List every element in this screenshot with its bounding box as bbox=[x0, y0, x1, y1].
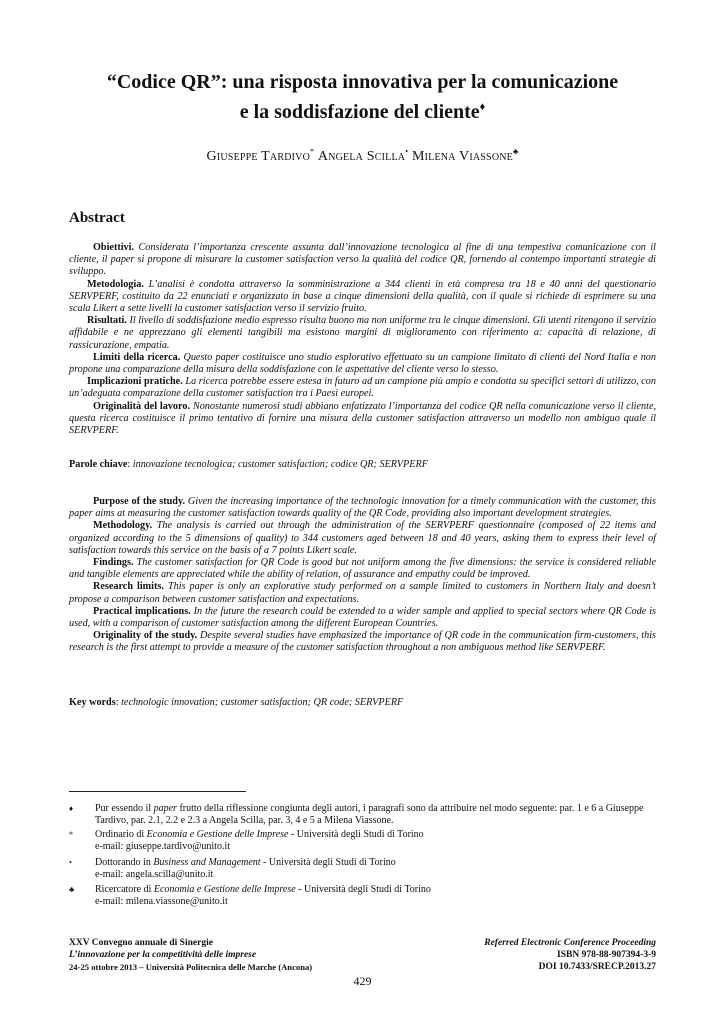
footnote bbox=[69, 857, 659, 882]
abstract-paragraph: Originalità del lavoro. Nonostante numerosi studi abbiano enfatizzato l’importanza del codice QR nella comunicazione verso il cliente, questa ricerca costituisce il primo tentativo di fornire una misura della customer satisfaction attraverso un modello non ambiguo quale il SERVPERF. bbox=[69, 400, 657, 437]
conference-dates: 24-25 ottobre 2013 – Università Politecnica delle Marche (Ancona) bbox=[69, 962, 313, 972]
title-line-2: e la soddisfazione del cliente♦ bbox=[239, 101, 486, 123]
abstract-paragraph: Metodologia. L’analisi è condotta attraverso la somministrazione a 344 clienti in età compresa tra 18 e 40 anni del questionario SERVPERF, costituito da 22 enunciati e organizzato in base a cinque dimensioni della qualità, con il quale si richiede di esprimere su una scala Likert a sette livelli la customer satisfaction verso il servizio fruito. bbox=[69, 278, 657, 315]
abstract-paragraph: Purpose of the study. Given the increasing importance of the technologic innovation for a timely communication with the customer, this paper aims at measuring the customer satisfaction towards quality of the QR Code, providing also important development strategies. bbox=[69, 496, 657, 520]
paper-title bbox=[60, 70, 665, 125]
conference-theme: L’innovazione per la competitività delle imprese bbox=[69, 950, 257, 960]
footnote bbox=[69, 884, 659, 909]
page-number: 429 bbox=[353, 974, 372, 988]
author-name: Giuseppe Tardivo bbox=[206, 149, 310, 164]
abstract-english bbox=[69, 496, 656, 655]
footnote bbox=[69, 829, 659, 854]
author-mark: ♣ bbox=[512, 147, 519, 156]
footnote-text: Ordinario di Economia e Gestione delle Imprese - Università degli Studi di Torino e-mail: giuseppe.tardivo@unito.it bbox=[95, 829, 424, 853]
abstract-paragraph: Findings. The customer satisfaction for QR Code is good but not uniform among the five dimensions: the service is considered reliable and tangible elements are appreciated while the ability of relation, of assurance and empathy could be improved. bbox=[69, 557, 657, 581]
footnote-divider bbox=[69, 791, 246, 792]
author-name: Milena Viassone bbox=[411, 149, 513, 164]
keywords-english: Key words: technologic innovation; customer satisfaction; QR code; SERVPERF bbox=[69, 697, 404, 708]
abstract-paragraph: Implicazioni pratiche. La ricerca potrebbe essere estesa in futuro ad un campione più ampio e condotta su specifici settori di utilizzo, con un’adeguata comparazione della customer satisfaction tra i Paesi europei. bbox=[69, 376, 656, 400]
abstract-paragraph: Originality of the study. Despite several studies have emphasized the importance of QR code in the communication firm-customers, this research is the first attempt to provide a measure of the customer satisfaction throughout a non ambiguous method like SERVPERF. bbox=[69, 630, 656, 654]
footnote-mark: * bbox=[69, 830, 73, 839]
footnote-mark: ♣ bbox=[69, 885, 75, 894]
author-name: Angela Scilla bbox=[317, 149, 406, 164]
author-mark: * bbox=[310, 147, 315, 156]
title-line-1: “Codice QR”: una risposta innovativa per la comunicazione bbox=[106, 71, 619, 93]
abstract-paragraph: Limiti della ricerca. Questo paper costituisce uno studio esplorativo effettuato su un campione limitato di clienti del Nord Italia e non propone una comparazione della misura della soddisfazione con le aspettative del cliente verso lo stesso. bbox=[69, 351, 656, 376]
footer-left bbox=[69, 937, 312, 973]
title-footnote-mark: ♦ bbox=[479, 101, 486, 113]
footnote-mark: ♦ bbox=[69, 804, 74, 813]
abstract-paragraph: Risultati. Il livello di soddisfazione medio espresso risulta buono ma non uniforme tra le cinque dimensioni. Gli utenti ritengono il servizio affidabile e ne apprezzano gli elementi tangibili ma esistono margini di miglioramento con riferimento a: capacità di relazione, di rassicurazione, empatia. bbox=[69, 315, 657, 351]
footnote bbox=[69, 803, 659, 828]
abstract-italian bbox=[69, 242, 656, 437]
doi: DOI 10.7433/SRECP.2013.27 bbox=[538, 962, 656, 972]
keywords-italian: Parole chiave: innovazione tecnologica; customer satisfaction; codice QR; SERVPERF bbox=[69, 459, 428, 470]
abstract-paragraph: Obiettivi. Considerata l’importanza crescente assunta dall’innovazione tecnologica al fine di una tempestiva comunicazione con il cliente, il paper si propone di misurare la customer satisfaction verso la qualità del codice QR, fornendo al contempo importanti strategie di sviluppo. bbox=[69, 242, 656, 278]
footnote-mark: • bbox=[69, 858, 72, 867]
proceeding-label: Referred Electronic Conference Proceeding bbox=[484, 938, 656, 948]
abstract-heading: Abstract bbox=[69, 210, 125, 226]
isbn: ISBN 978-88-907394-3-9 bbox=[557, 950, 656, 960]
footnote-text: Ricercatore di Economia e Gestione delle Imprese - Università degli Studi di Torino e-mail: milena.viassone@unito.it bbox=[95, 884, 431, 908]
abstract-paragraph: Practical implications. In the future the research could be extended to a wider sample and applied to special sectors where QR Code is used, with a comparison of customer satisfaction among the different European Countries. bbox=[69, 605, 656, 630]
abstract-paragraph: Research limits. This paper is only an explorative study performed on a sample limited to customers in Northern Italy and doesn’t propose a comparison between customer satisfaction and expectations. bbox=[69, 581, 656, 605]
footnote-text: Dottorando in Business and Management - Università degli Studi di Torino e-mail: angela.scilla@unito.it bbox=[95, 857, 396, 881]
conference-name: XXV Convegno annuale di Sinergie bbox=[69, 938, 213, 948]
author-list bbox=[60, 147, 665, 165]
author-mark: • bbox=[405, 147, 409, 156]
footer-right bbox=[484, 937, 656, 973]
footnote-text: Pur essendo il paper frutto della riflessione congiunta degli autori, i paragrafi sono da attribuire nel modo seguente: par. 1 e 6 a Giuseppe Tardivo, par. 2.1, 2.2 e 2.3 a Angela Scilla, par. 3, 4 e 5 a Milena Viassone. bbox=[95, 803, 644, 827]
abstract-paragraph: Methodology. The analysis is carried out through the administration of the SERVPERF questionnaire (composed of 22 items and organized according to the 5 dimensions of quality) to 344 customers aged between 18 and 40 years, asking them to express their level of satisfaction towards this service on the basis of a 7 points Likert scale. bbox=[69, 520, 657, 556]
